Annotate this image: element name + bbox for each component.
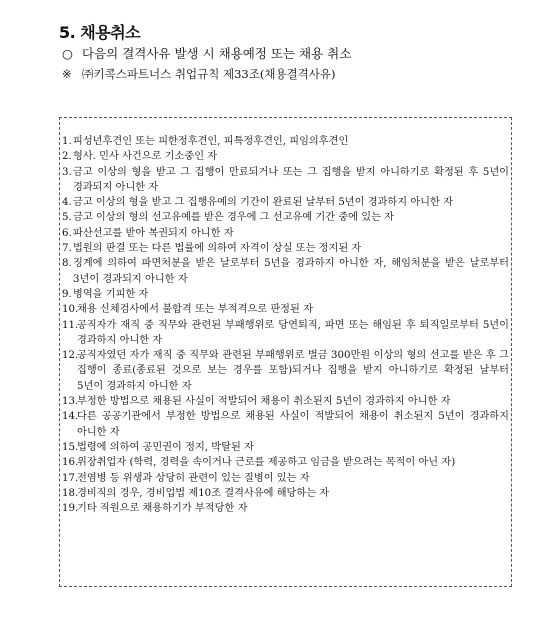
list-item [62,287,509,302]
bullet-text: 다음의 결격사유 발생 시 채용예정 또는 채용 취소 [82,46,352,61]
list-item [62,394,509,409]
list-item [62,302,509,317]
disqualification-list [62,134,509,516]
item-number: 8. [62,258,72,270]
list-item [62,149,509,164]
reference-mark-icon: ※ [62,67,72,81]
list-item [62,486,509,501]
item-number: 13. [62,396,79,408]
list-item [62,256,509,287]
item-text: 파산선고를 받아 복권되지 아니한 자 [73,227,234,239]
item-text: 다른 공공기관에서 부정한 방법으로 채용된 사실이 적발되어 채용이 취소된지 5년이 경과하지 아니한 자 [77,411,509,438]
reference-text: ㈜키콕스파트너스 취업규칙 제33조(채용결격사유) [82,67,336,81]
item-text: 경비직의 경우, 경비업법 제10조 결격사유에 해당하는 자 [77,487,330,499]
item-number: 16. [62,457,79,469]
list-item [62,165,509,196]
item-number: 12. [62,350,79,362]
item-number: 4. [62,197,72,209]
item-number: 10. [62,304,79,316]
item-text: 병역을 기피한 자 [73,288,149,300]
list-item [62,471,509,486]
circle-bullet-icon: ○ [62,46,73,61]
item-text: 공직자가 재직 중 직무와 관련된 부패행위로 당연퇴직, 파면 또는 해임된 후 퇴직일로부터 5년이 경과하지 아니한 자 [77,319,509,346]
list-item [62,226,509,241]
list-item [62,241,509,256]
item-text: 부정한 방법으로 채용된 사실이 적발되어 채용이 취소된지 5년이 경과하지 아니한 자 [77,396,451,408]
item-number: 9. [62,288,72,300]
item-text: 기타 직원으로 채용하기가 부적당한 자 [77,503,248,515]
reference-note [62,66,336,82]
item-number: 7. [62,243,72,255]
item-text: 채용 신체검사에서 불합격 또는 부적격으로 판정된 자 [77,304,313,316]
section-heading: 5. 채용취소 [59,23,141,42]
item-number: 2. [62,151,72,163]
item-text: 법원의 판결 또는 다른 법률에 의하여 자격이 상실 또는 정지된 자 [73,243,362,255]
item-number: 17. [62,472,79,484]
item-number: 11. [62,319,79,331]
item-number: 19. [62,503,79,515]
list-item [62,210,509,225]
list-item [62,501,509,516]
item-text: 피성년후견인 또는 피한정후견인, 피특정후견인, 피임의후견인 [73,136,349,147]
list-item [62,440,509,455]
item-text: 금고 이상의 형을 받고 그 집행이 만료되거나 또는 그 집행을 받지 아니하기로 확정된 후 5년이 경과되지 아니한 자 [73,166,509,193]
item-number: 6. [62,227,72,239]
list-item [62,195,509,210]
item-number: 15. [62,441,79,453]
list-item [62,409,509,440]
item-text: 법령에 의하여 공민권이 정지, 박탈된 자 [77,441,254,453]
item-text: 금고 이상의 형의 선고유예를 받은 경우에 그 선고유예 기간 중에 있는 자 [73,212,395,224]
item-number: 5. [62,212,72,224]
item-text: 공직자였던 자가 재직 중 직무와 관련된 부패행위로 벌금 300만원 이상의 형의 선고를 받은 후 그 집행이 종료(종료된 것으로 보는 경우를 포함)되거나 집행을 받지 아니하기로 확정된 날부터 5년이 경과하지 아니한 자 [77,350,509,392]
item-number: 18. [62,487,79,499]
list-item [62,318,509,349]
item-text: 위장취업자 (학력, 경력을 속이거나 근로를 제공하고 임금을 받으려는 목적이 아닌 자) [77,457,456,469]
item-text: 전염병 등 위생과 상당히 관련이 있는 질병이 있는 자 [77,472,310,484]
item-text: 징계에 의하여 파면처분을 받은 날로부터 5년을 경과하지 아니한 자, 해임처분을 받은 날로부터 3년이 경과되지 아니한 자 [73,258,509,285]
item-text: 금고 이상의 형을 받고 그 집행유예의 기간이 완료된 날부터 5년이 경과하지 아니한 자 [73,197,453,209]
item-number: 1. [62,136,72,147]
list-item [62,455,509,470]
item-text: 형사. 민사 사건으로 기소중인 자 [73,151,218,163]
item-number: 14. [62,411,79,423]
item-number: 3. [62,166,72,178]
bullet-line [62,44,351,62]
list-item [62,348,509,394]
list-item [62,134,509,149]
